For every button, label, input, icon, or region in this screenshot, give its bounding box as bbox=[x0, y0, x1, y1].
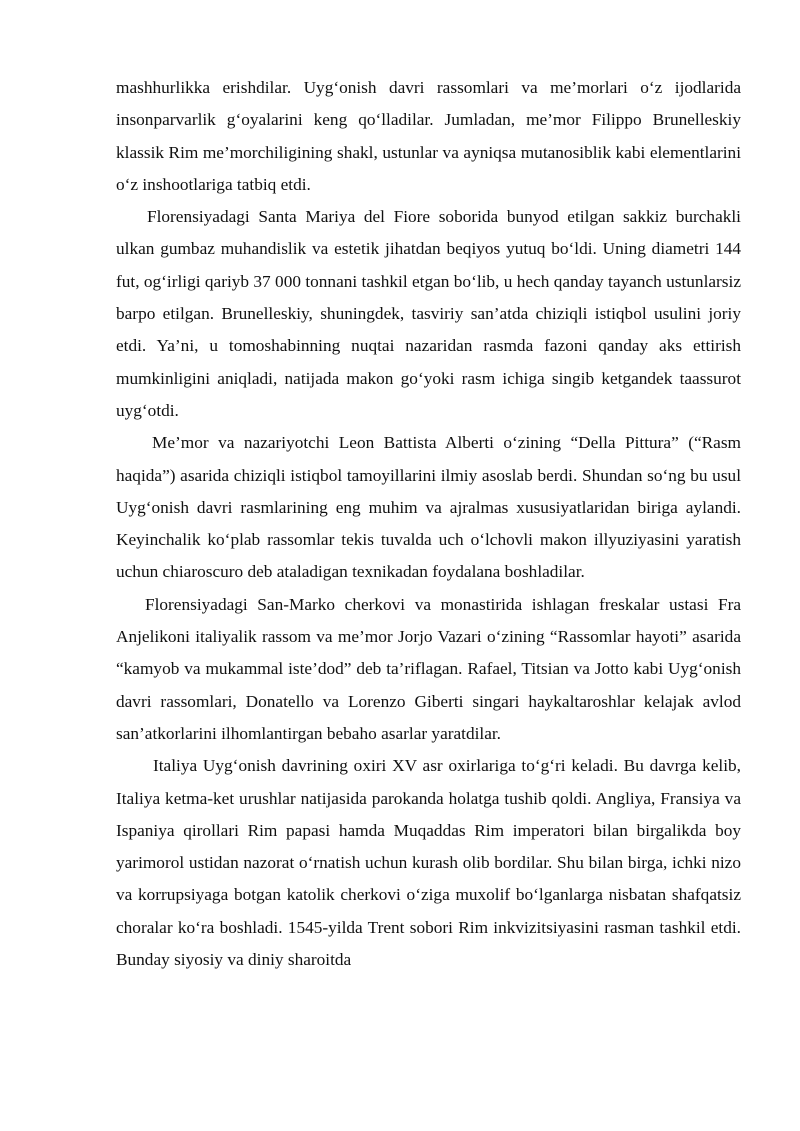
paragraph-late-renaissance: Italiya Uyg‘onish davrining oxiri XV asr oxirlariga to‘g‘ri keladi. Bu davrga kelib, Italiya ketma-ket urushlar natijasida parokanda holatga tushib qoldi. Angliya, Fransiya va Ispaniya qirollari Rim papasi hamda Muqaddas Rim imperatori bilan birgalikda boy yarimorol ustidan nazorat o‘rnatish uchun kurash olib bordilar. Shu bilan birga, ichki nizo va korrupsiyaga botgan katolik cherkovi o‘ziga muxolif bo‘lganlarga nisbatan shafqatsiz choralar ko‘ra boshladi. 1545-yilda Trent sobori Rim inkvizitsiyasini rasman tashkil etdi. Bunday siyosiy va diniy sharoitda bbox=[116, 756, 741, 970]
paragraph-alberti-perspective: Me’mor va nazariyotchi Leon Battista Alberti o‘zining “Della Pittura” (“Rasm haqida”) asarida chiziqli istiqbol tamoyillarini ilmiy asoslab berdi. Shundan so‘ng bu usul Uyg‘onish davri rasmlarining eng muhim va ajralmas xususiyatlaridan biriga aylandi. Keyinchalik ko‘plab rassomlar tekis tuvalda uch o‘lchovli makon illyuziyasini yaratish uchun chiaroscuro deb ataladigan texnikadan foydalana boshladilar. bbox=[116, 433, 741, 582]
paragraph-fra-angelico: Florensiyadagi San-Marko cherkovi va monastirida ishlagan freskalar ustasi Fra Anjelikoni italiyalik rassom va me’mor Jorjo Vazari o‘zining “Rassomlar hayoti” asarida “kamyob va mukammal iste’dod” deb ta’riflagan. Rafael, Titsian va Jotto kabi Uyg‘onish davri rassomlari, Donatello va Lorenzo Giberti singari haykaltaroshlar kelajak avlod san’atkorlarini ilhomlantirgan bebaho asarlar yaratdilar. bbox=[116, 594, 741, 743]
paragraph-renaissance-architects: mashhurlikka erishdilar. Uyg‘onish davri rassomlari va me’morlari o‘z ijodlarida insonparvarlik g‘oyalarini keng qo‘lladilar. Jumladan, me’mor Filippo Brunelleskiy klassik Rim me’morchiligining shakl, ustunlar va ayniqsa mutanosiblik kabi elementlarini o‘z inshootlariga tatbiq etdi. bbox=[116, 78, 741, 194]
paragraph-florence-dome: Florensiyadagi Santa Mariya del Fiore soborida bunyod etilgan sakkiz burchakli ulkan gumbaz muhandislik va estetik jihatdan beqiyos yutuq bo‘ldi. Uning diametri 144 fut, og‘irligi qariyb 37 000 tonnani tashkil etgan bo‘lib, u hech qanday tayanch ustunlarsiz barpo etilgan. Brunelleskiy, shuningdek, tasviriy san’atda chiziqli istiqbol usulini joriy etdi. Ya’ni, u tomoshabinning nuqtai nazaridan rasmda fazoni qanday aks ettirish mumkinligini aniqladi, natijada makon go‘yoki rasm ichiga singib ketgandek taassurot uyg‘otdi. bbox=[116, 207, 741, 420]
document-page bbox=[116, 72, 741, 976]
